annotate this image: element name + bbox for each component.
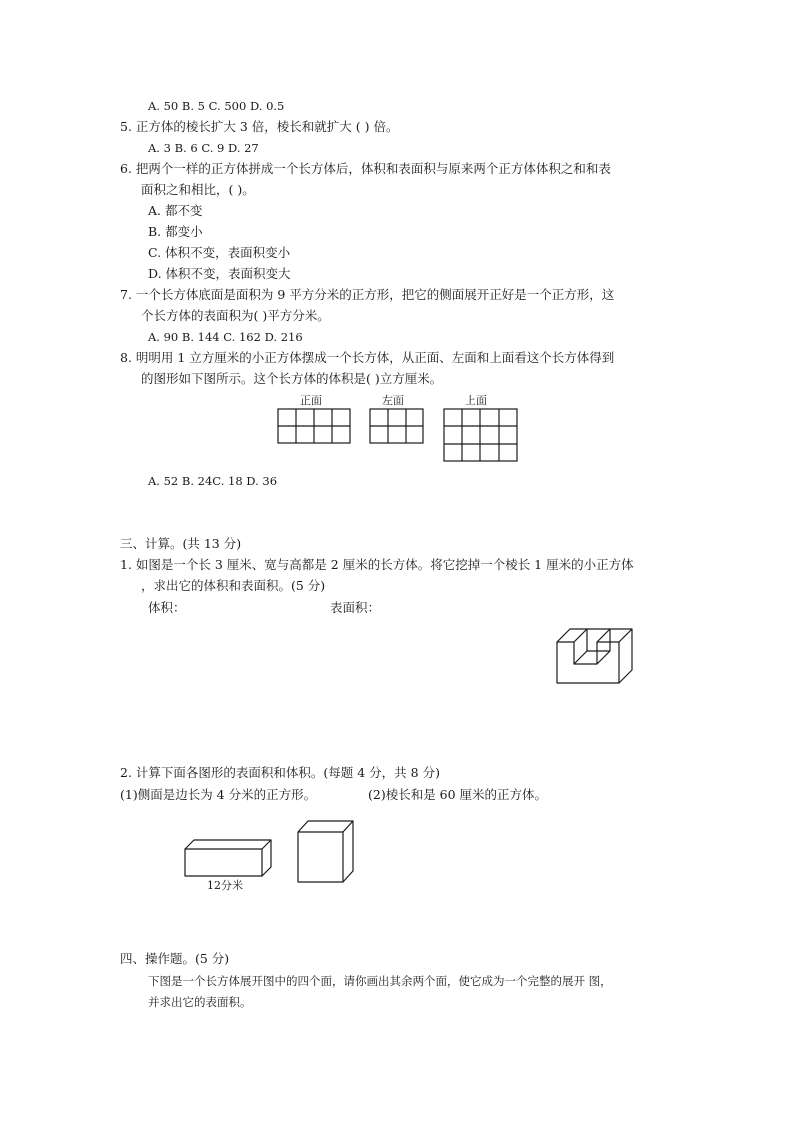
left-view-label: 左面 [382, 394, 404, 407]
section3-p2-sub1: (1)侧面是边长为 4 分米的正方形。 [120, 787, 317, 802]
cube [298, 821, 353, 882]
q6-option-c: C. 体积不变，表面积变小 [148, 245, 291, 260]
q6-stem-line1: 6. 把两个一样的正方体拼成一个长方体后，体积和表面积与原来两个正方体体积之和和表 [120, 161, 611, 176]
section3-title: 三、计算。(共 13 分) [120, 536, 242, 551]
q6-option-d: D. 体积不变，表面积变大 [148, 266, 291, 281]
section4-line1: 下图是一个长方体展开图中的四个面，请你画出其余两个面，使它成为一个完整的展开 图， [148, 974, 612, 988]
section4-title: 四、操作题。(5 分) [120, 951, 230, 966]
q5-options: A. 3 B. 6 C. 9 D. 27 [148, 141, 259, 155]
section3-p1-line1: 1. 如图是一个长 3 厘米、宽与高都是 2 厘米的长方体。将它挖掉一个棱长 1 厘米的小正方体 [120, 557, 634, 572]
notched-cuboid-figure [0, 625, 794, 695]
three-views-figure [0, 390, 794, 470]
q7-stem-line2: 个长方体的表面积为( )平方分米。 [141, 308, 330, 323]
q8-stem-line1: 8. 明明用 1 立方厘米的小正方体摆成一个长方体，从正面、左面和上面看这个长方体得到 [120, 350, 615, 365]
q8-options: A. 52 B. 24C. 18 D. 36 [148, 474, 278, 488]
front-view-label: 正面 [300, 394, 322, 407]
cuboid-and-cube-figure [0, 815, 794, 895]
surface-area-label: 表面积： [330, 600, 381, 615]
long-cuboid [185, 840, 271, 876]
q5-stem: 5. 正方体的棱长扩大 3 倍，棱长和就扩大 ( ) 倍。 [120, 119, 399, 134]
top-view-label: 上面 [465, 394, 487, 407]
q4-options: A. 50 B. 5 C. 500 D. 0.5 [148, 99, 285, 113]
dimension-label: 12分米 [207, 879, 243, 892]
section3-p2-title: 2. 计算下面各图形的表面积和体积。(每题 4 分，共 8 分) [120, 765, 440, 780]
section3-p1-line2: ，求出它的体积和表面积。(5 分) [141, 578, 326, 593]
q6-stem-line2: 面积之和相比，( )。 [141, 182, 255, 197]
q7-options: A. 90 B. 144 C. 162 D. 216 [148, 330, 303, 344]
q6-option-a: A. 都不变 [148, 203, 203, 218]
section4-line2: 并求出它的表面积。 [148, 995, 252, 1009]
front-view-grid [278, 409, 350, 443]
q6-option-b: B. 都变小 [148, 224, 203, 239]
q8-stem-line2: 的图形如下图所示。这个长方体的体积是( )立方厘米。 [141, 371, 443, 386]
section3-p2-sub2: (2)棱长和是 60 厘米的正方体。 [368, 787, 548, 802]
left-view-grid [370, 409, 423, 443]
volume-label: 体积： [148, 600, 186, 615]
top-view-grid [444, 409, 517, 461]
q7-stem-line1: 7. 一个长方体底面是面积为 9 平方分米的正方形，把它的侧面展开正好是一个正方形，这 [120, 287, 615, 302]
